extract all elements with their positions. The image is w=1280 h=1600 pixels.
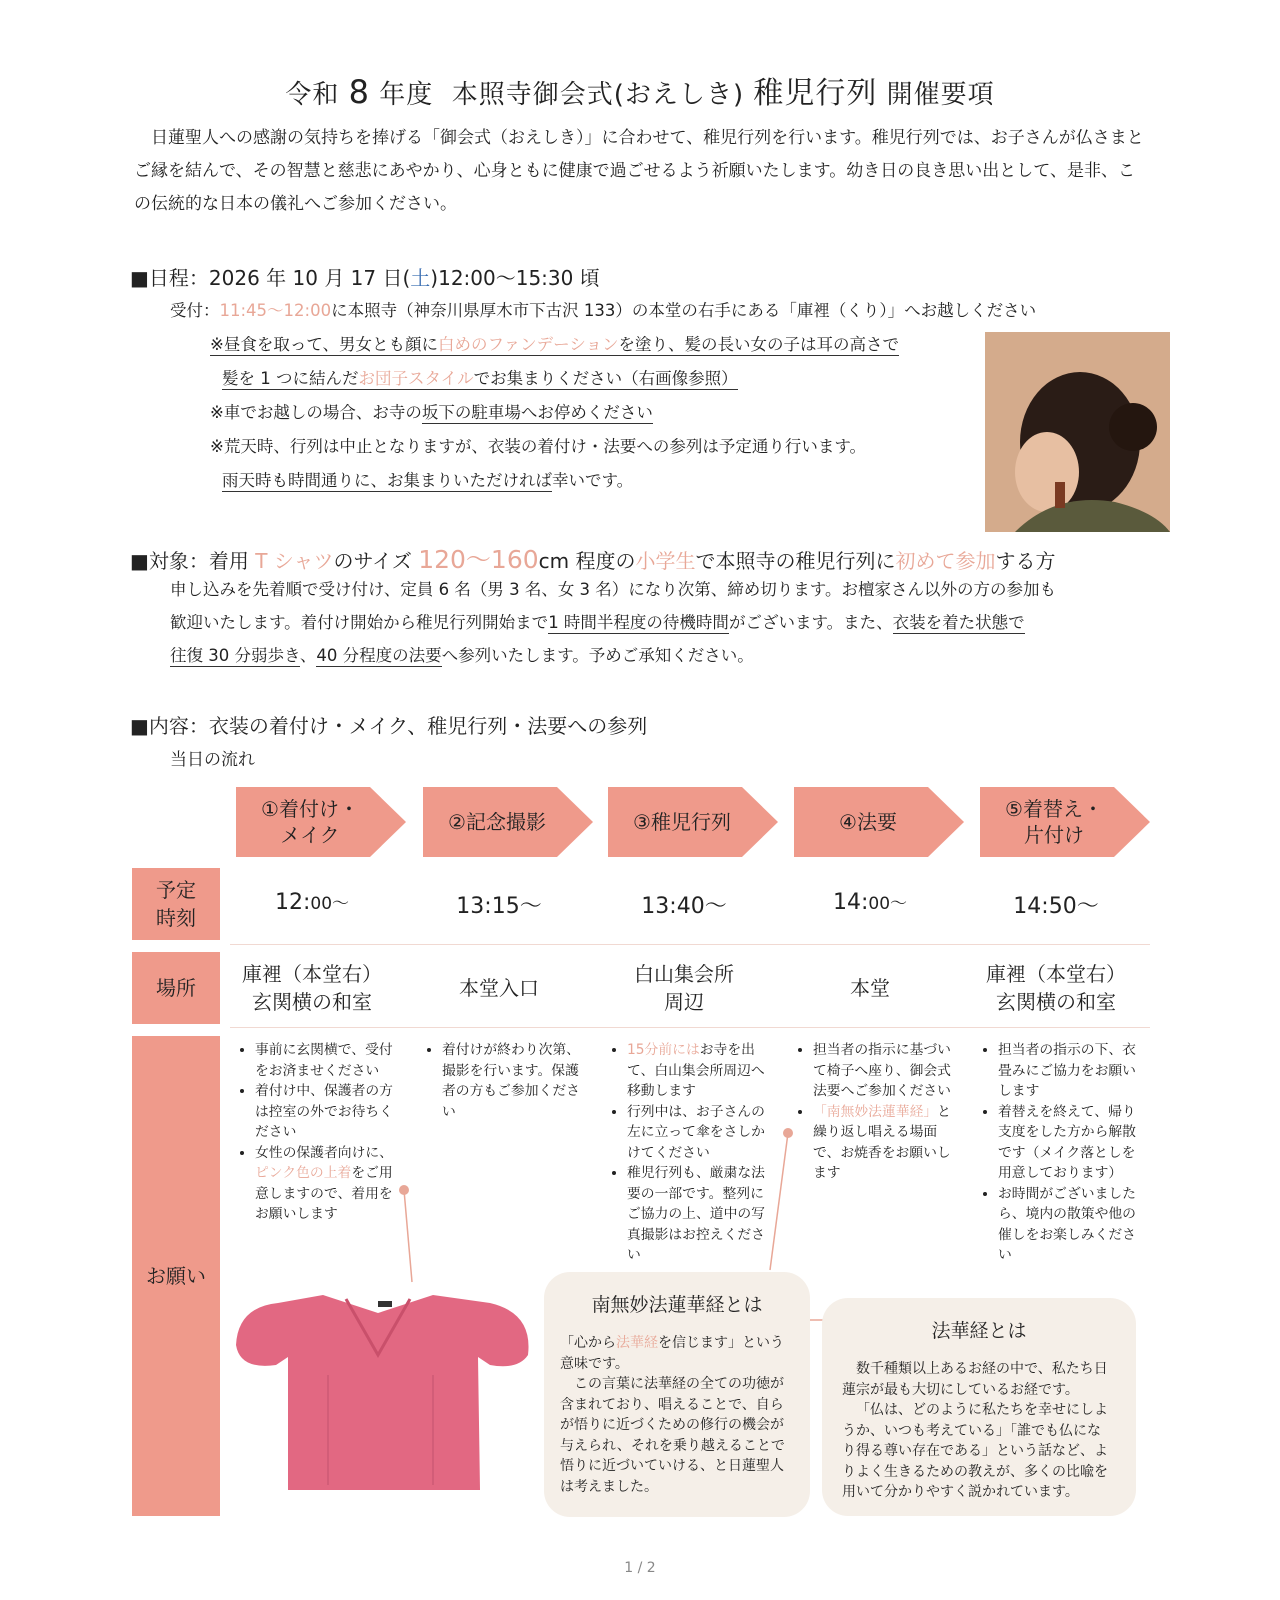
step-label: ⑤着替え・ 片付け <box>1005 797 1103 847</box>
note-item: • 稚児行列も、厳粛な法要の一部です。整列にご協力の上、道中の写真撮影はお控えください <box>627 1163 777 1266</box>
note-parking: ※車でお越しの場合、お寺の坂下の駐車場へお停めください <box>210 403 653 422</box>
pink-jacket-photo <box>228 1285 538 1500</box>
step-time: 12:00～ <box>274 890 350 915</box>
target-heading: ■対象：着用 T シャツのサイズ 120～160cm 程度の小学生で本照寺の稚児行列に初めて参加する方 <box>130 545 1056 574</box>
row-label-request: お願い <box>132 1036 220 1516</box>
note-item: • 行列中は、お子さんの左に立って傘をさしかけてください <box>627 1102 777 1164</box>
step-time: 14:50～ <box>1013 894 1099 919</box>
callout-namu-title: 南無妙法蓮華経とは <box>591 1294 763 1316</box>
step-label: ③稚児行列 <box>633 810 731 834</box>
row-label-place: 場所 <box>132 952 220 1024</box>
note-item: • 「南無妙法蓮華経」と繰り返し唱える場面で、お焼香をお願いします <box>813 1102 963 1184</box>
note-item: • 担当者の指示の下、衣畳みにご協力をお願いします <box>998 1040 1148 1102</box>
step-time: 14:00～ <box>832 890 908 915</box>
intro-paragraph: 日蓮聖人への感謝の気持ちを捧げる「御会式（おえしき）」に合わせて、稚児行列を行います。稚児行列では、お子さんが仏さまとご縁を結んで、その智慧と慈悲にあやかり、心身ともに健康で過ごせるよう祈願いたします。幼き日の良き思い出として、是非、この伝統的な日本の儀礼へご参加ください。 <box>134 128 1144 214</box>
note-makeup: ※昼食を取って、男女とも顔に白めのファンデーションを塗り、髪の長い女の子は耳の高さで <box>210 335 900 354</box>
row-label-time: 予定 時刻 <box>132 868 220 940</box>
note-hairstyle: 髪を 1 つに結んだお団子スタイルでお集まりください（右画像参照） <box>222 369 738 388</box>
note-item: • 着替えを終えて、帰り支度をした方から解散です（メイク落としを用意しております） <box>998 1102 1148 1184</box>
step-label: ②記念撮影 <box>448 810 546 834</box>
step-place: 本堂 <box>850 976 890 1000</box>
reception-line: 受付：11:45～12:00に本照寺（神奈川県厚木市下古沢 133）の本堂の右手にある「庫裡（くり）」へお越しください <box>170 301 1037 320</box>
callout-hokekyo-text: 数千種類以上あるお経の中で、私たち日蓮宗が最も大切にしているお経です。 「仏は、どのように私たちを幸せにしようか、いつも考えている」「誰でも仏になり得る尊い存在である」という話など、よりよく生きるための教えが、多くの比喩を用いて分かりやすく説かれています。 <box>842 1361 1108 1500</box>
content-heading: ■内容：衣装の着付け・メイク、稚児行列・法要への参列 <box>130 714 648 738</box>
target-line-2: 歓迎いたします。着付け開始から稚児行列開始まで1 時間半程度の待機時間がございます。また、衣装を着た状態で <box>170 613 1025 632</box>
step-time: 13:40～ <box>641 894 727 919</box>
page-title: 令和 8 年度 本照寺御会式(おえしき) 稚児行列 開催要項 <box>285 73 995 111</box>
target-line-3: 往復 30 分弱歩き、40 分程度の法要へ参列いたします。予めご承知ください。 <box>170 646 754 665</box>
note-item: • 15分前にはお寺を出て、白山集会所周辺へ移動します <box>627 1040 777 1102</box>
note-item: • お時間がございましたら、境内の散策や他の催しをお楽しみください <box>998 1184 1148 1266</box>
step-place: 白山集会所 周辺 <box>634 962 734 1014</box>
step-place: 庫裡（本堂右） 玄関横の和室 <box>986 962 1126 1014</box>
note-item: • 事前に玄関横で、受付をお済ませください <box>255 1040 405 1081</box>
note-rain: 雨天時も時間通りに、お集まりいただければ幸いです。 <box>222 471 634 490</box>
note-item: • 着付け中、保護者の方は控室の外でお待ちください <box>255 1081 405 1143</box>
callout-hokekyo-title: 法華経とは <box>931 1320 1027 1342</box>
page-number: 1 / 2 <box>624 1560 656 1576</box>
note-item: • 着付けが終わり次第、撮影を行います。保護者の方もご参加ください <box>442 1040 592 1122</box>
step-time: 13:15～ <box>456 894 542 919</box>
flow-label: 当日の流れ <box>170 750 255 770</box>
step-label: ④法要 <box>839 810 897 834</box>
step-place: 本堂入口 <box>459 976 539 1000</box>
callout-namu <box>544 1272 810 1517</box>
note-item: • 担当者の指示に基づいて椅子へ座り、御会式法要へご参加ください <box>813 1040 963 1102</box>
schedule-heading: ■日程：2026 年 10 月 17 日(土)12:00～15:30 頃 <box>130 266 600 290</box>
step-label: ①着付け・ メイク <box>261 797 359 847</box>
step-place: 庫裡（本堂右） 玄関横の和室 <box>242 962 382 1014</box>
target-line-1: 申し込みを先着順で受け付け、定員 6 名（男 3 名、女 3 名）になり次第、締め切ります。お檀家さん以外の方の参加も <box>170 580 1056 599</box>
note-weather: ※荒天時、行列は中止となりますが、衣装の着付け・法要への参列は予定通り行います。 <box>210 437 867 456</box>
note-item: • 女性の保護者向けに、ピンク色の上着をご用意しますので、着用をお願いします <box>255 1143 405 1225</box>
callout-hokekyo <box>822 1298 1136 1516</box>
callout-namu-text: 「心から法華経を信じます」という意味です。 この言葉に法華経の全ての功徳が含まれており、唱えることで、自らが悟りに近づくための修行の機会が与えられ、それを乗り越えることで悟りに近づいていける、と日蓮聖人は考えました。 <box>560 1335 785 1495</box>
